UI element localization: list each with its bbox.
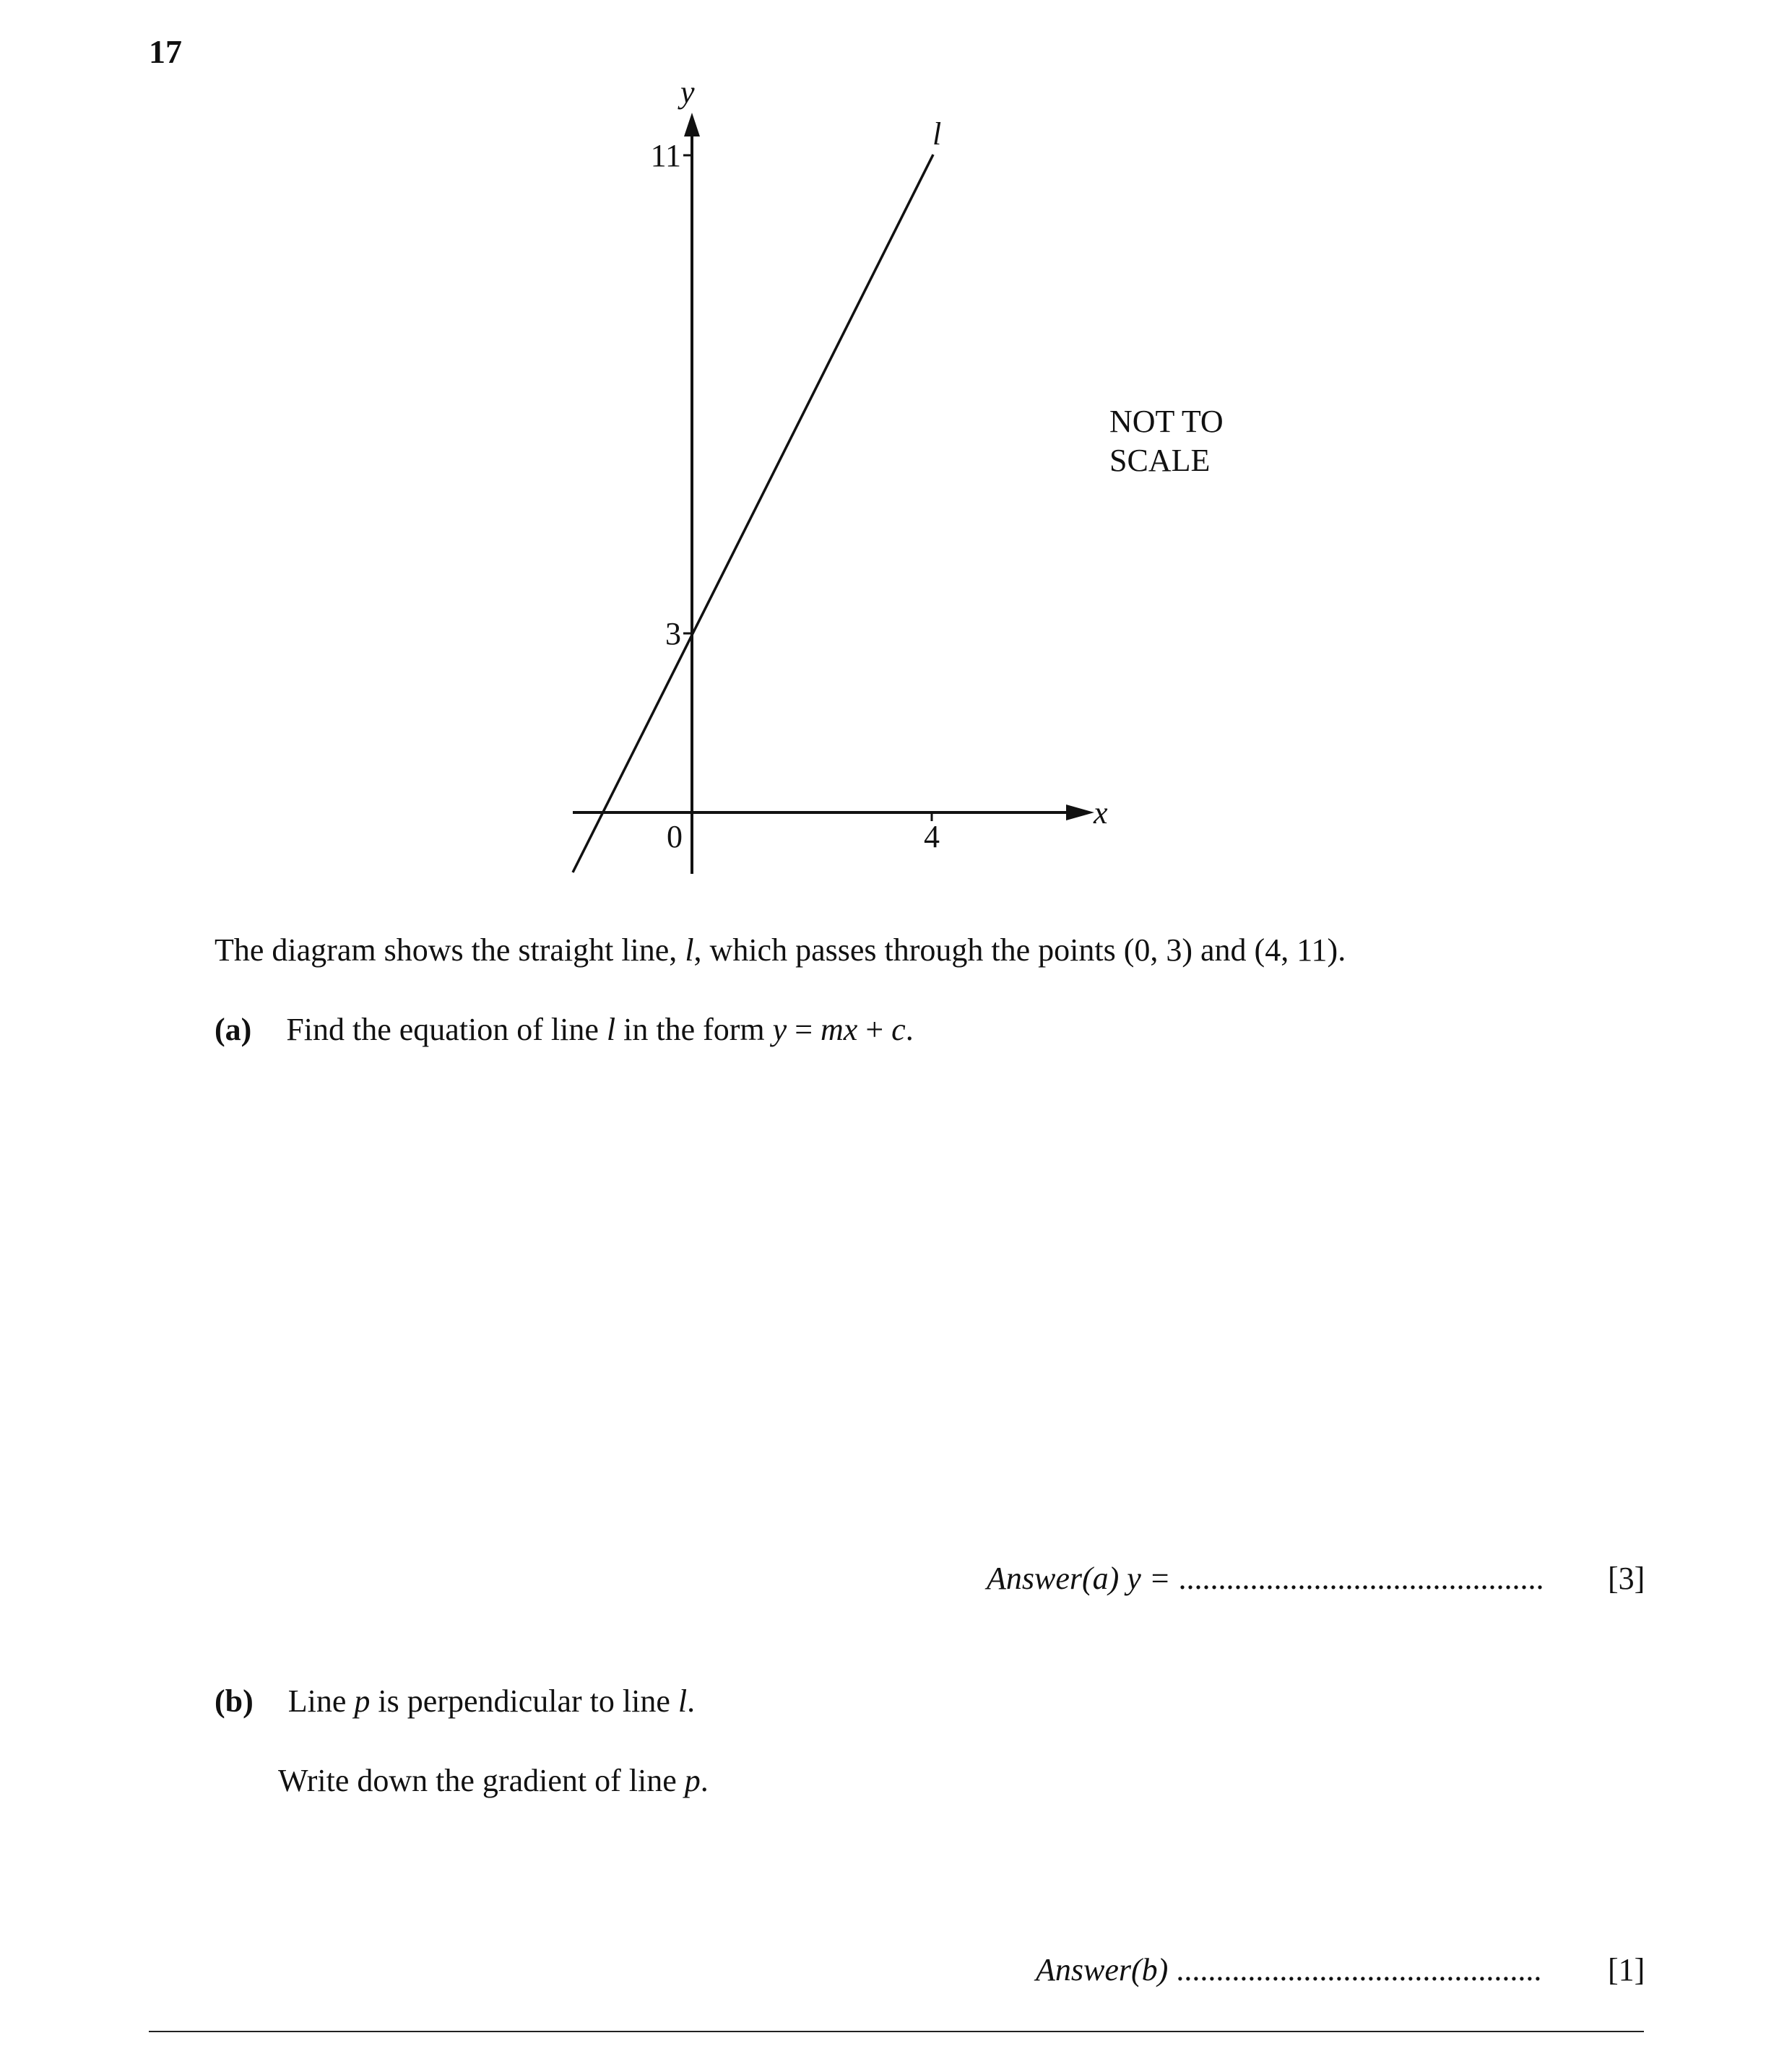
- answer-a-label: Answer(a) y =: [987, 1561, 1171, 1596]
- line-l-label: l: [932, 116, 942, 152]
- x-axis-arrow: [1066, 805, 1094, 820]
- question-number: 17: [149, 33, 182, 70]
- not-to-scale-line2: SCALE: [1109, 443, 1211, 478]
- part-b-instruction: Write down the gradient of line p.: [278, 1763, 709, 1798]
- answer-b-label: Answer(b): [1036, 1952, 1169, 1987]
- line-graph-diagram: [0, 0, 1792, 910]
- x-tick-label-0: 0: [667, 819, 683, 854]
- y-tick-label-11: 11: [650, 138, 681, 173]
- answer-b-field[interactable]: ..............................................: [1176, 1952, 1542, 1987]
- x-tick-label-4: 4: [924, 819, 940, 854]
- answer-a-line: [987, 1560, 1544, 1597]
- y-tick-label-3: 3: [665, 616, 681, 651]
- part-a-question: (a) Find the equation of line l in the form y = mx + c.: [215, 1012, 914, 1047]
- x-axis-label: x: [1094, 795, 1108, 831]
- var-l: l: [685, 932, 694, 968]
- intro-text: The diagram shows the straight line, l, which passes through the points (0, 3) and (4, 11).: [215, 932, 1346, 968]
- answer-b-line: [1036, 1951, 1541, 1988]
- not-to-scale-line1: NOT TO: [1109, 404, 1224, 439]
- y-axis-label: y: [680, 74, 695, 110]
- line-l: [573, 155, 933, 872]
- answer-a-field[interactable]: ..............................................: [1178, 1561, 1544, 1596]
- y-axis-arrow: [684, 113, 700, 136]
- part-b-question: (b) Line p is perpendicular to line l.: [215, 1683, 696, 1719]
- marks-b: [1]: [1608, 1952, 1645, 1987]
- marks-a: [3]: [1608, 1561, 1645, 1596]
- part-a-label: (a): [215, 1012, 252, 1047]
- bottom-rule: [149, 2031, 1644, 2032]
- part-b-label: (b): [215, 1683, 254, 1719]
